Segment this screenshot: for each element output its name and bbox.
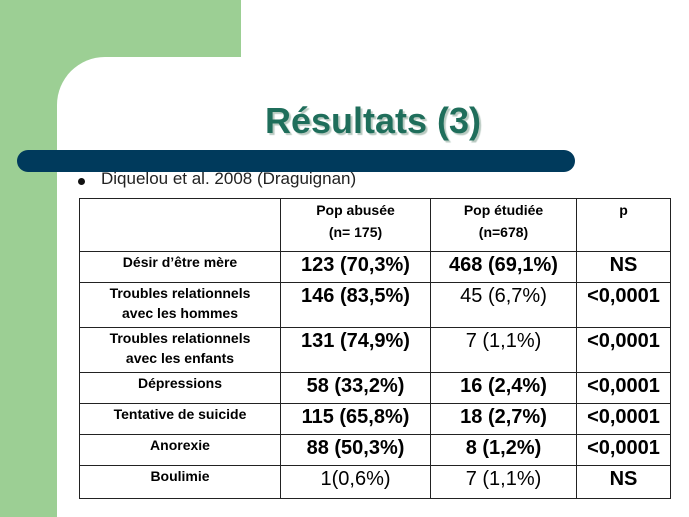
studied-value: 7 (1,1%)	[431, 328, 577, 373]
studied-value: 8 (1,2%)	[431, 435, 577, 466]
row-label-line1: Boulimie	[150, 468, 210, 484]
studied-value: 468 (69,1%)	[431, 252, 577, 283]
bullet-citation: Diquelou et al. 2008 (Draguignan)	[101, 169, 357, 188]
table-row	[80, 373, 671, 404]
row-label-line1: Anorexie	[150, 437, 210, 453]
header-abused-line1: Pop abusée	[316, 202, 395, 218]
row-label-line1: Désir d’être mère	[122, 254, 238, 270]
studied-value: 45 (6,7%)	[431, 283, 577, 328]
abused-value: 115 (65,8%)	[281, 404, 431, 435]
results-table	[79, 198, 671, 499]
row-label	[80, 435, 281, 466]
p-value: NS	[577, 466, 671, 499]
header-cell-abused	[281, 199, 431, 252]
abused-value: 146 (83,5%)	[281, 283, 431, 328]
abused-value: 123 (70,3%)	[281, 252, 431, 283]
header-cell-studied	[431, 199, 577, 252]
row-label-line1: Dépressions	[137, 375, 223, 391]
abused-value: 58 (33,2%)	[281, 373, 431, 404]
abused-value: 1(0,6%)	[281, 466, 431, 499]
studied-value: 7 (1,1%)	[431, 466, 577, 499]
header-p-label: p	[619, 202, 628, 218]
bullet-dot-icon	[78, 178, 85, 185]
table-row	[80, 404, 671, 435]
header-cell-p	[577, 199, 671, 252]
row-label-line2: avec les enfants	[125, 350, 235, 366]
table-row	[80, 466, 671, 499]
row-label	[80, 328, 281, 373]
row-label	[80, 252, 281, 283]
table-row	[80, 328, 671, 373]
p-value: NS	[577, 252, 671, 283]
row-label-line1: Troubles relationnels	[109, 330, 251, 346]
table-row	[80, 252, 671, 283]
header-studied-line1: Pop étudiée	[463, 202, 544, 218]
p-value: <0,0001	[577, 328, 671, 373]
header-abused-line2: (n= 175)	[328, 224, 383, 240]
slide-title: Résultats (3)	[264, 100, 482, 141]
row-label	[80, 466, 281, 499]
table-row	[80, 435, 671, 466]
table-row	[80, 283, 671, 328]
abused-value: 88 (50,3%)	[281, 435, 431, 466]
header-studied-line2: (n=678)	[478, 224, 529, 240]
table-header-row	[80, 199, 671, 252]
row-label-line1: Tentative de suicide	[113, 406, 247, 422]
studied-value: 18 (2,7%)	[431, 404, 577, 435]
row-label-line2: avec les hommes	[122, 305, 238, 321]
p-value: <0,0001	[577, 435, 671, 466]
studied-value: 16 (2,4%)	[431, 373, 577, 404]
row-label	[80, 404, 281, 435]
row-label	[80, 283, 281, 328]
p-value: <0,0001	[577, 404, 671, 435]
row-label	[80, 373, 281, 404]
p-value: <0,0001	[577, 283, 671, 328]
p-value: <0,0001	[577, 373, 671, 404]
abused-value: 131 (74,9%)	[281, 328, 431, 373]
header-cell-empty	[80, 199, 281, 252]
row-label-line1: Troubles relationnels	[109, 285, 251, 301]
